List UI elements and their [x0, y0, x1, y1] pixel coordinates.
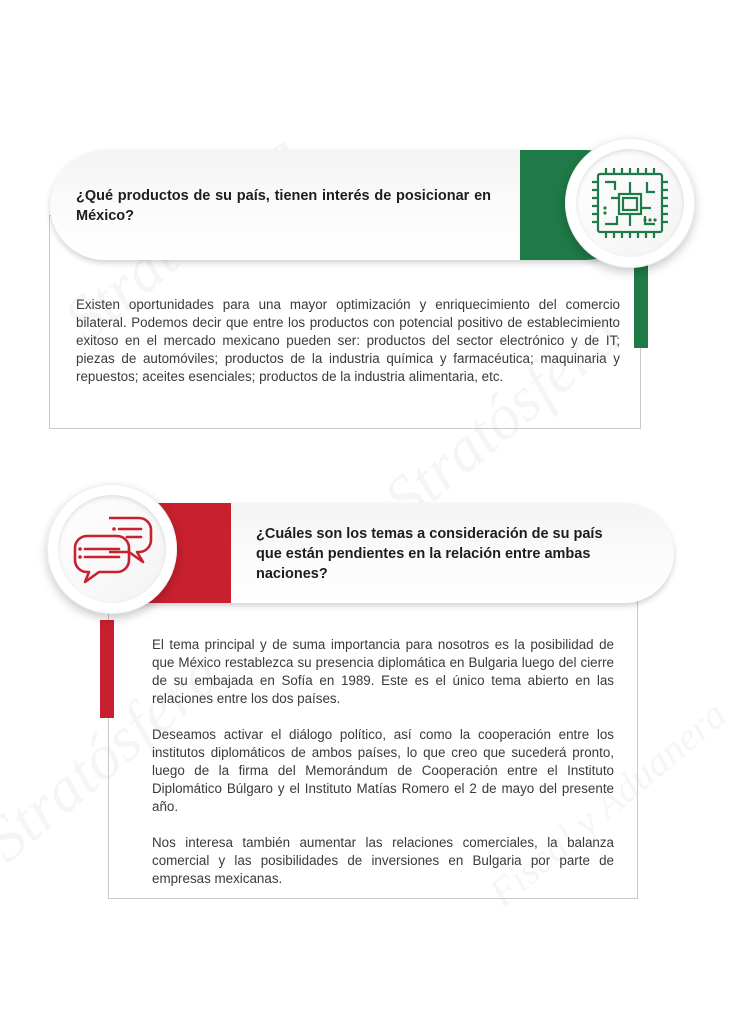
answer-2 — [152, 636, 614, 888]
icon-badge-1 — [565, 138, 695, 268]
question-2: ¿Cuáles son los temas a consideración de su país que están pendientes en la relación entre ambas naciones? — [256, 526, 603, 582]
chat-bubbles-icon — [47, 484, 177, 614]
answer-2-paragraph: Nos interesa también aumentar las relaciones comerciales, la balanza comercial y las posibilidades de inversiones en Bulgaria por parte de empresas mexicanas. — [152, 835, 614, 886]
answer-1: Existen oportunidades para una mayor optimización y enriquecimiento del comercio bilateral. Podemos decir que entre los productos con potencial positivo de establecimiento exitoso en el mercado mexicano pueden ser: productos del sector electrónico y de IT; piezas de automóviles; productos de la industria química y farmacéutica; maquinaria y repuestos; aceites esenciales; productos de la industria alimentaria, etc. — [76, 297, 620, 384]
icon-badge-2 — [47, 484, 177, 614]
question-1: ¿Qué productos de su país, tienen interés de posicionar en México? — [76, 188, 491, 224]
answer-2-paragraph: Deseamos activar el diálogo político, así como la cooperación entre los institutos diplomáticos de ambos países, lo que creo que sucederá pronto, luego de la firma del Memorándum de Cooperación entre el Instituto Diplomático Búlgaro y el Instituto Matías Romero el 2 de mayo del presente año. — [152, 727, 614, 814]
answer-2-paragraph: El tema principal y de suma importancia para nosotros es la posibilidad de que México restablezca su presencia diplomática en Bulgaria luego del cierre de su embajada en Sofía en 1989. Este es el único tema abierto en las relaciones entre los dos países. — [152, 637, 614, 706]
accent-bar-red — [100, 620, 114, 718]
circuit-chip-icon — [565, 138, 695, 268]
accent-bar-green — [634, 262, 648, 348]
